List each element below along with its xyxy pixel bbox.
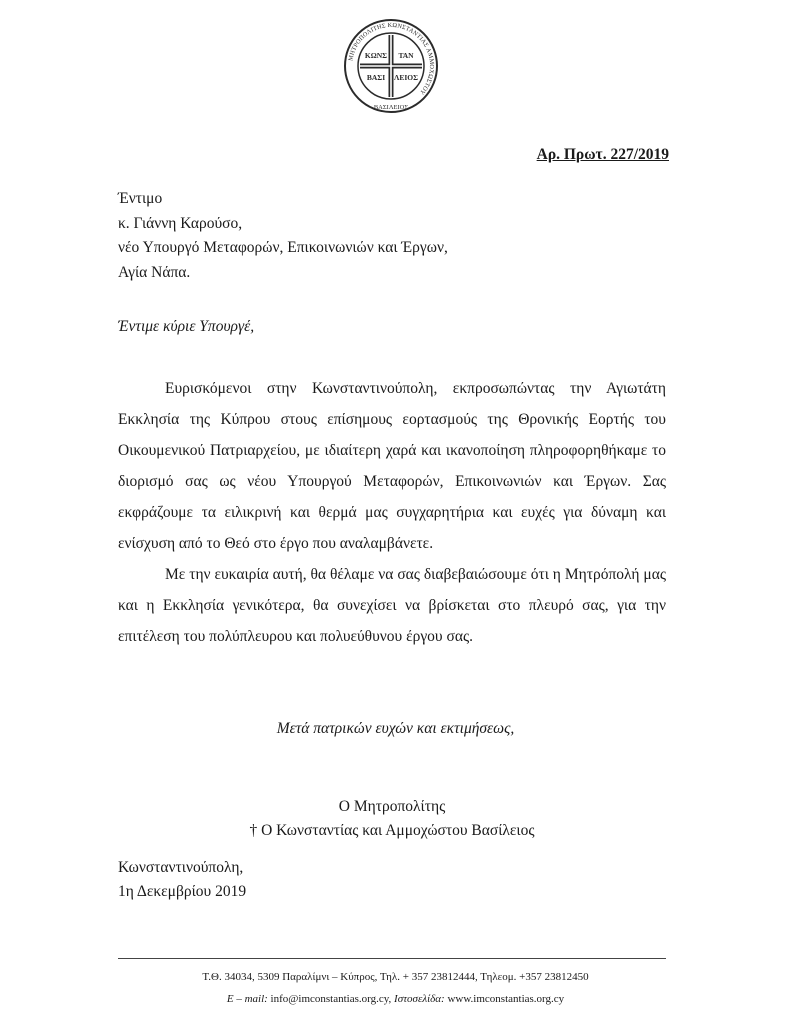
address-line: κ. Γιάννη Καρούσο, — [118, 214, 243, 232]
seal-letters-bottom-right: ΛΕΙΟΣ — [393, 73, 419, 82]
seal-letters-top-left: ΚΩΝΣ — [364, 51, 388, 60]
footer — [0, 966, 791, 1010]
email-link[interactable]: info@imconstantias.org.cy, — [270, 993, 392, 1005]
recipient-address — [118, 187, 448, 285]
body-paragraph: Με την ευκαιρία αυτή, θα θέλαμε να σας διαβεβαιώσουμε ότι η Μητρόπολή μας και η Εκκλησία γενικότερα, θα συνεχίσει να βρίσκεται στο πλευρό σας, για την επιτέλεση του πολύπλευρου και πολυεύθυνου έργου σας. — [118, 566, 666, 645]
address-line: Έντιμο — [118, 190, 163, 207]
letter-body — [118, 373, 666, 652]
place: Κωνσταντινούπολη, — [118, 859, 244, 876]
seal-letters-top-right: ΤΑΝ — [398, 51, 414, 60]
address-line: Αγία Νάπα. — [118, 263, 191, 281]
footer-divider — [118, 958, 666, 959]
protocol-number: Αρ. Πρωτ. 227/2019 — [536, 146, 669, 163]
email-label: E – mail: — [226, 993, 268, 1005]
signature-title: Ο Μητροπολίτης — [338, 798, 446, 815]
address-line: νέο Υπουργό Μεταφορών, Επικοινωνιών και Έργων, — [118, 239, 448, 256]
signature-name: † Ο Κωνσταντίας και Αμμοχώστου Βασίλειος — [249, 822, 535, 839]
footer-web-line — [0, 988, 791, 1010]
place-date-block — [118, 856, 246, 904]
seal-bottom-text: ΒΑΣΙΛΕΙΟΣ — [373, 104, 409, 111]
footer-contact-line: Τ.Θ. 34034, 5309 Παραλίμνι – Κύπρος, Τηλ. + 357 23812444, Τηλεομ. +357 23812450 — [202, 971, 589, 983]
metropolis-seal — [343, 18, 439, 114]
seal-ring-text: ΜΗΤΡΟΠΟΛΙΤΗΣ ΚΩΝΣΤΑΝΤΙΑΣ ΑΜΜΟΧΩΣΤΟΥ — [347, 21, 436, 96]
seal-letters-bottom-left: ΒΑΣΙ — [366, 73, 386, 82]
closing-line: Μετά πατρικών ευχών και εκτιμήσεως, — [276, 720, 515, 737]
website-link[interactable]: www.imconstantias.org.cy — [447, 993, 565, 1005]
signature-block — [118, 795, 666, 843]
seal-cross-icon — [360, 35, 422, 97]
salutation: Έντιμε κύριε Υπουργέ, — [118, 318, 255, 335]
date: 1η Δεκεμβρίου 2019 — [118, 883, 247, 900]
website-label: Ιστοσελίδα: — [394, 993, 445, 1005]
body-paragraph: Ευρισκόμενοι στην Κωνσταντινούπολη, εκπροσωπώντας την Αγιωτάτη Εκκλησία της Κύπρου στους επίσημους εορτασμούς της Θρονικής Εορτής του Οικουμενικού Πατριαρχείου, με ιδιαίτερη χαρά και ικανοποίηση πληροφορηθήκαμε το διορισμό σας ως νέου Υπουργού Μεταφορών, Επικοινωνιών και Έργων. Σας εκφράζουμε τα ειλικρινή και θερμά μας συγχαρητήρια και ευχές για δύναμη και ενίσχυση από το Θεό στο έργο που αναλαμβάνετε. — [118, 380, 666, 552]
